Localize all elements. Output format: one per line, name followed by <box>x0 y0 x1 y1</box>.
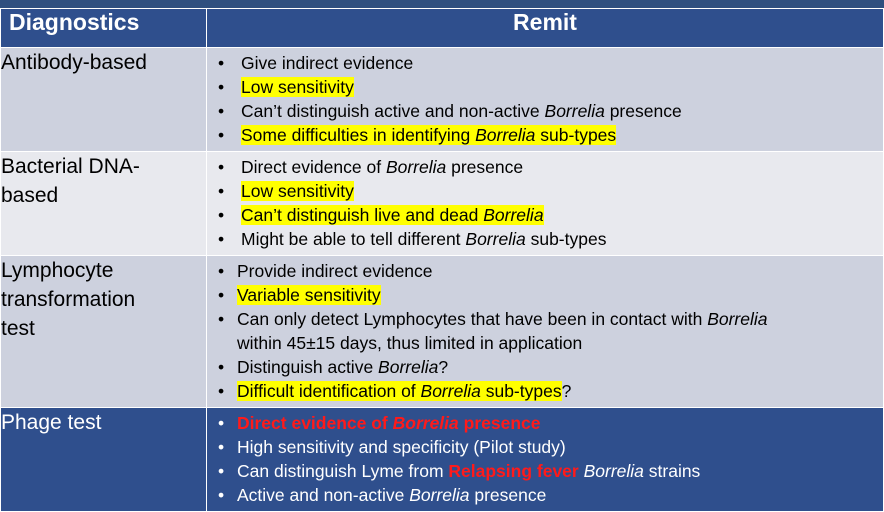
list-item: • High sensitivity and specificity (Pilot study) <box>217 435 883 459</box>
remit-cell <box>207 256 884 408</box>
highlighted-text: Can’t distinguish live and dead Borrelia <box>241 205 544 225</box>
diagnostic-label <box>1 408 207 512</box>
list-item: • Distinguish active Borrelia? <box>217 355 883 379</box>
remit-list <box>207 408 883 507</box>
remit-list <box>207 152 883 251</box>
header-remit: Remit <box>207 9 884 48</box>
highlighted-text: Low sensitivity <box>241 77 354 97</box>
highlighted-text: Variable sensitivity <box>237 285 381 305</box>
diagnostic-label: Bacterial DNA- based <box>1 152 207 256</box>
emphasis-text: Relapsing fever <box>448 461 579 481</box>
highlighted-text: Low sensitivity <box>241 181 354 201</box>
highlighted-text: Some difficulties in identifying Borrelia sub-types <box>241 125 617 145</box>
diagnostic-label <box>1 48 207 152</box>
diagnostic-label-text: Antibody-based <box>1 51 147 74</box>
list-item: • Can only detect Lymphocytes that have been in contact with Borrelia within 45±15 days, thus limited in application <box>217 307 883 355</box>
list-item: • Give indirect evidence <box>217 51 883 75</box>
list-item <box>217 123 883 147</box>
list-item <box>217 179 883 203</box>
diagnostic-label: Lymphocyte transformation test <box>1 256 207 408</box>
remit-cell <box>207 408 884 512</box>
list-item: • Direct evidence of Borrelia presence <box>217 155 883 179</box>
diagnostics-table <box>0 8 884 512</box>
list-item: • Can distinguish Lyme from Relapsing fever Borrelia strains <box>217 459 883 483</box>
list-item: • Active and non-active Borrelia presence <box>217 483 883 507</box>
remit-cell <box>207 152 884 256</box>
table-row-dna <box>1 152 884 256</box>
list-item: • Can’t distinguish active and non-active Borrelia presence <box>217 99 883 123</box>
table-row-phage <box>1 408 884 512</box>
top-border-bar <box>0 0 884 8</box>
remit-list <box>207 256 883 403</box>
list-item <box>217 411 883 435</box>
list-item <box>217 75 883 99</box>
highlighted-text: Difficult identification of Borrelia sub-types <box>237 381 562 401</box>
list-item: • Might be able to tell different Borrelia sub-types <box>217 227 883 251</box>
remit-list <box>207 48 883 147</box>
table-row-lymphocyte <box>1 256 884 408</box>
header-diagnostics: Diagnostics <box>1 9 207 48</box>
list-item: • Difficult identification of Borrelia sub-types? <box>217 379 883 403</box>
table-row-antibody <box>1 48 884 152</box>
diagnostic-label-text: Phage test <box>1 411 102 434</box>
list-item <box>217 283 883 307</box>
header-row <box>1 9 884 48</box>
list-item <box>217 203 883 227</box>
emphasis-text: Direct evidence of Borrelia presence <box>237 413 541 433</box>
list-item: • Provide indirect evidence <box>217 259 883 283</box>
remit-cell <box>207 48 884 152</box>
